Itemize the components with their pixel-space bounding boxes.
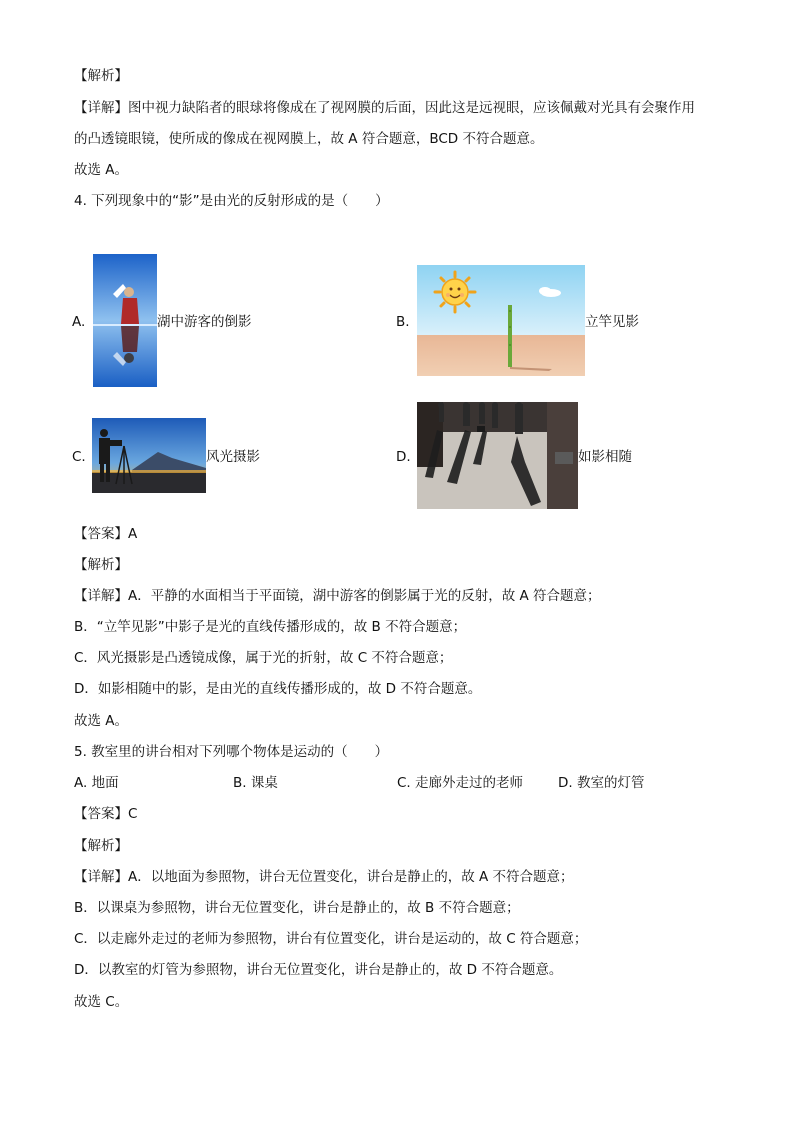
q4-detail-line-4: D．如影相随中的影，是由光的直线传播形成的，故 D 不符合题意。 — [74, 681, 482, 697]
q5-detail-line-4: D．以教室的灯管为参照物，讲台无位置变化，讲台是静止的，故 D 不符合题意。 — [74, 962, 563, 978]
q4-detail-line-2: B．“立竿见影”中影子是光的直线传播形成的，故 B 不符合题意； — [74, 619, 467, 635]
q4-detail-line-1: 【详解】A．平静的水面相当于平面镜，湖中游客的倒影属于光的反射，故 A 符合题意； — [74, 588, 601, 604]
landscape-photography-photo-icon — [92, 418, 206, 493]
q4-option-b-caption: 立竿见影 — [585, 314, 639, 330]
q5-option-b: B. 课桌 — [233, 775, 278, 791]
pole-shadow-cartoon-icon — [417, 265, 585, 376]
q4-answer: 【答案】A — [74, 526, 138, 542]
q3-detail-line-2: 的凸透镜眼镜，使所成的像成在视网膜上，故 A 符合题意，BCD 不符合题意。 — [74, 131, 544, 147]
q3-conclusion: 故选 A。 — [74, 162, 129, 178]
q5-option-a: A. 地面 — [74, 775, 119, 791]
q5-conclusion: 故选 C。 — [74, 994, 129, 1010]
q4-analysis-label: 【解析】 — [74, 557, 128, 573]
q4-option-c-caption: 风光摄影 — [206, 449, 260, 465]
q4-option-d-caption: 如影相随 — [578, 449, 632, 465]
q3-detail-line-1: 【详解】图中视力缺陷者的眼球将像成在了视网膜的后面，因此这是远视眼，应该佩戴对光具有会聚作用 — [74, 100, 695, 116]
lake-reflection-photo-icon — [93, 254, 157, 387]
q5-detail-line-3: C．以走廊外走过的老师为参照物，讲台有位置变化，讲台是运动的，故 C 符合题意； — [74, 931, 588, 947]
q5-answer: 【答案】C — [74, 806, 138, 822]
walking-shadows-photo-icon — [417, 402, 578, 509]
q3-analysis-label: 【解析】 — [74, 68, 128, 84]
q5-option-d: D. 教室的灯管 — [558, 775, 645, 791]
q4-option-a-caption: 湖中游客的倒影 — [157, 314, 252, 330]
q4-option-d-letter: D. — [396, 449, 411, 465]
q4-option-b-letter: B. — [396, 314, 410, 330]
q4-option-c-letter: C. — [72, 449, 86, 465]
q5-option-c: C. 走廊外走过的老师 — [397, 775, 524, 791]
q5-analysis-label: 【解析】 — [74, 838, 128, 854]
q5-stem: 5. 教室里的讲台相对下列哪个物体是运动的（ ） — [74, 744, 389, 760]
q4-detail-line-3: C．风光摄影是凸透镜成像，属于光的折射，故 C 不符合题意； — [74, 650, 453, 666]
q5-detail-line-2: B．以课桌为参照物，讲台无位置变化，讲台是静止的，故 B 不符合题意； — [74, 900, 520, 916]
q4-stem: 4. 下列现象中的“影”是由光的反射形成的是（ ） — [74, 193, 389, 209]
q4-option-a-letter: A. — [72, 314, 86, 330]
q4-conclusion: 故选 A。 — [74, 713, 129, 729]
q5-detail-line-1: 【详解】A．以地面为参照物，讲台无位置变化，讲台是静止的，故 A 不符合题意； — [74, 869, 574, 885]
